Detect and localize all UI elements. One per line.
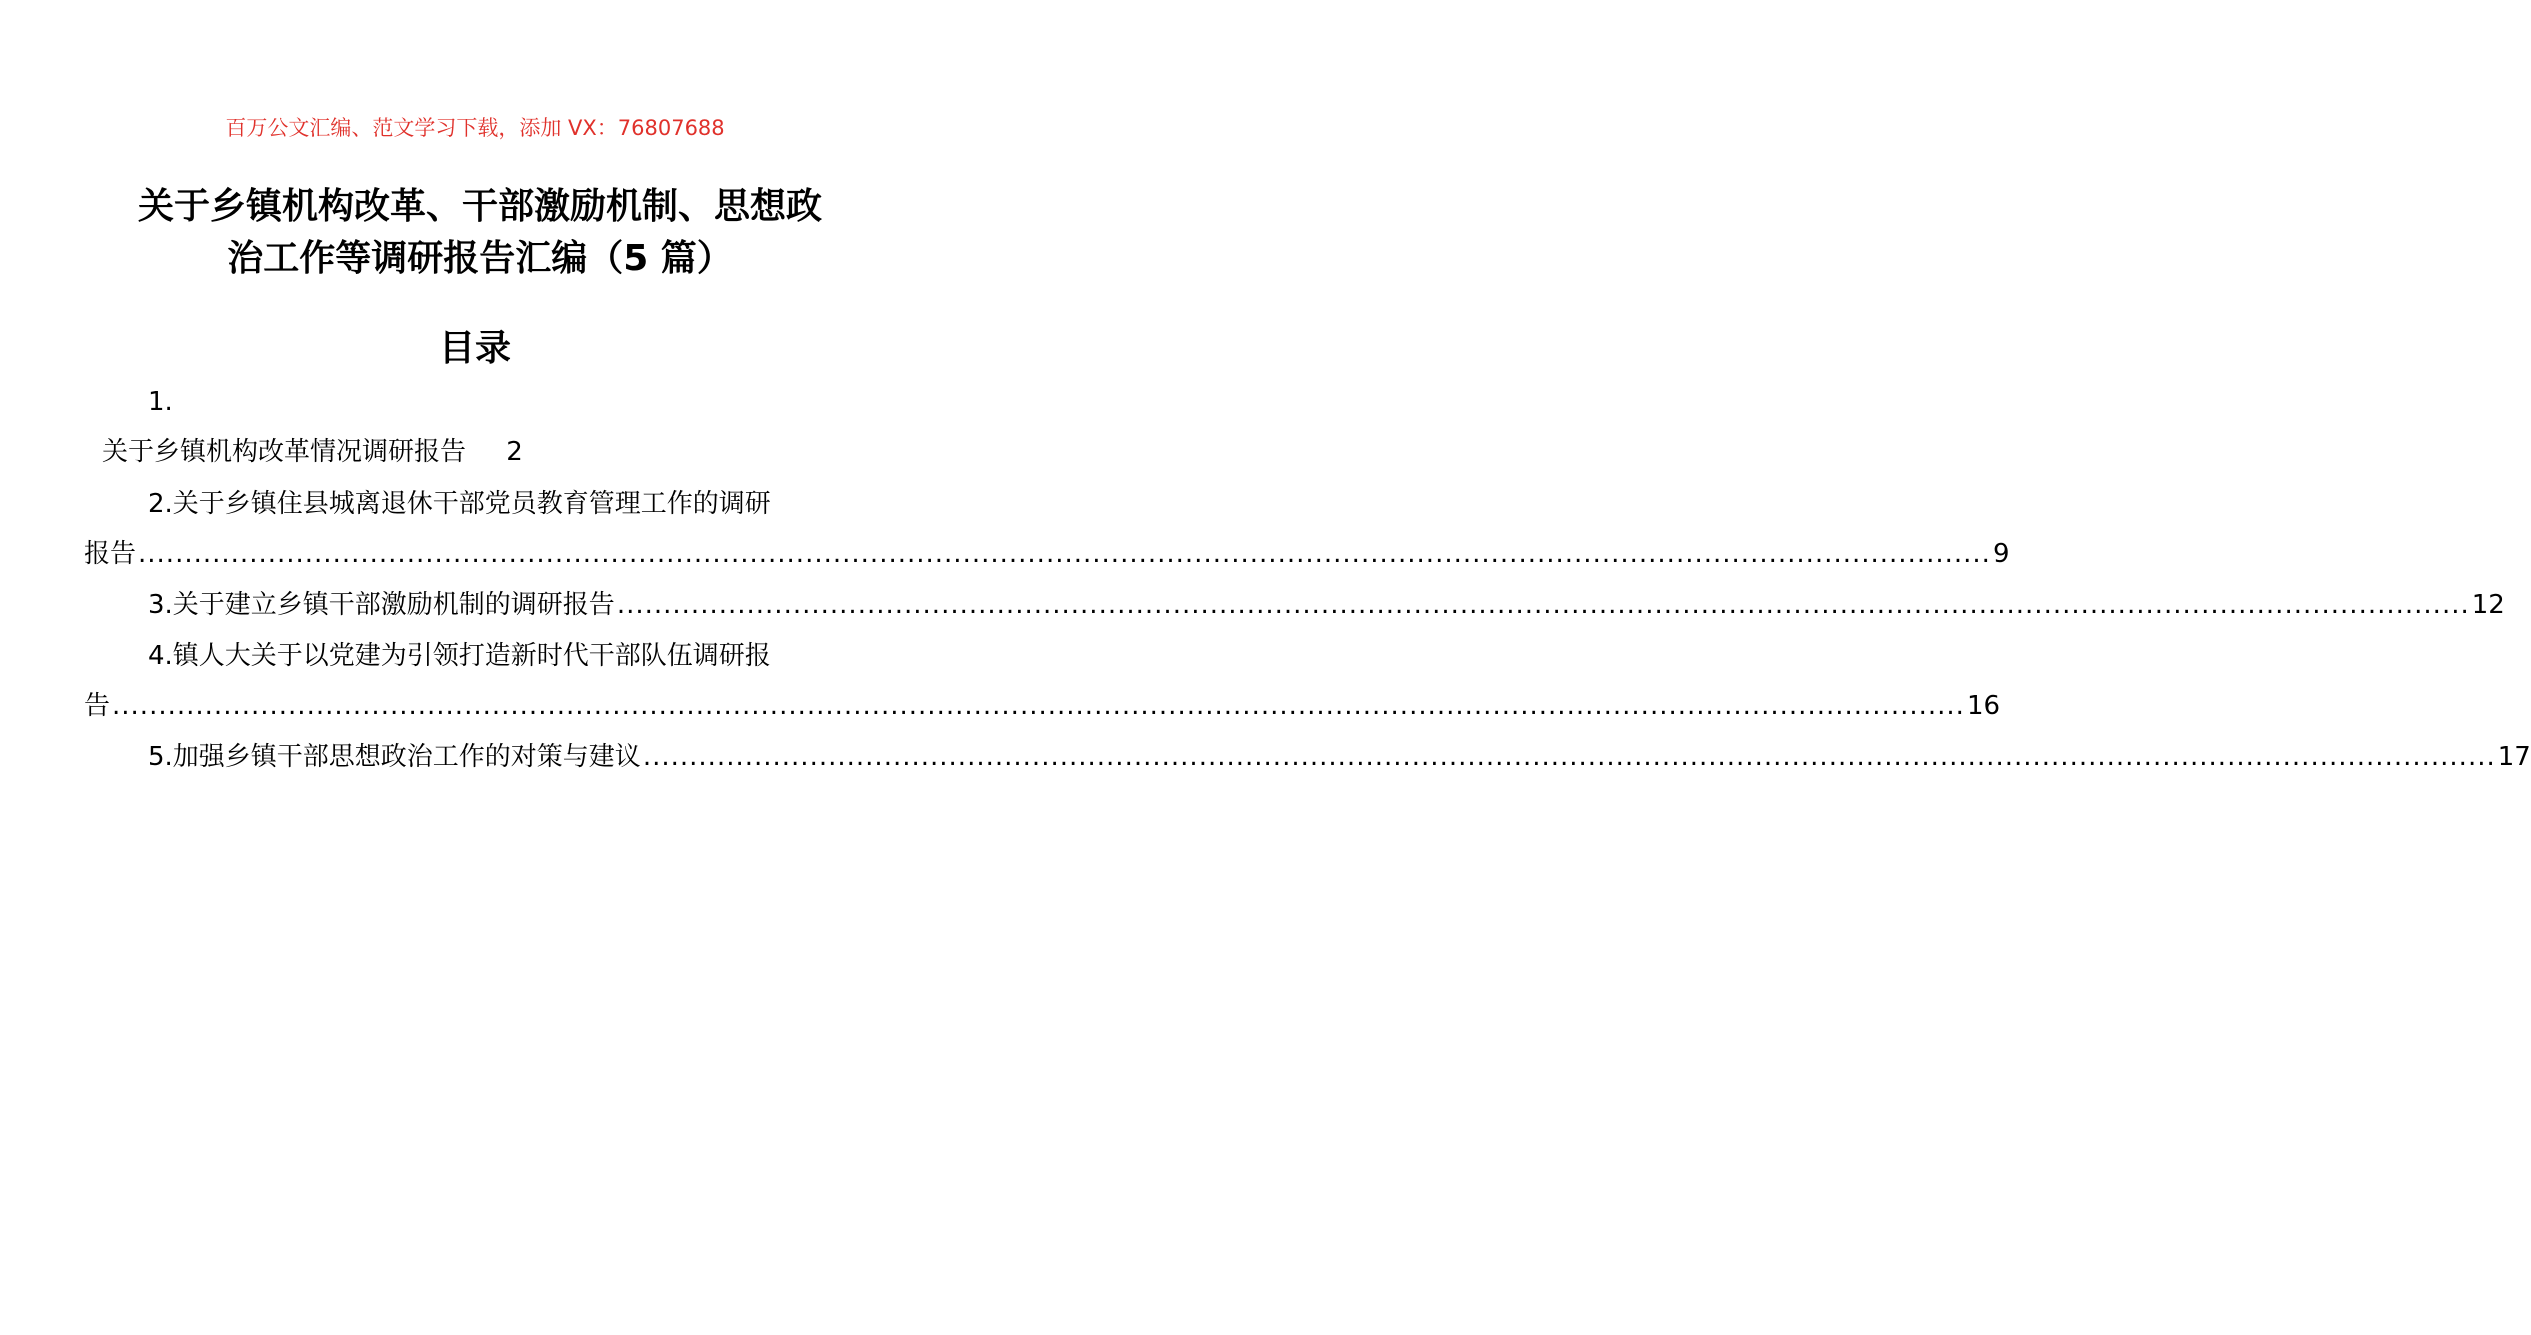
toc-entry-4-text: 告 (84, 691, 111, 721)
toc-entry-3-page: 12 (2471, 590, 2505, 620)
toc-entry-2[interactable] (84, 537, 2010, 571)
toc-entry-5-text: 5.加强乡镇干部思想政治工作的对策与建议 (148, 742, 641, 772)
toc-entry-2-leader: ........................................................................................................................................................................................................ (138, 539, 1991, 569)
toc-entry-4-line-1[interactable]: 4.镇人大关于以党建为引领打造新时代干部队伍调研报 (148, 641, 771, 671)
toc-entry-2-text: 报告 (84, 539, 137, 569)
toc-entry-1[interactable] (102, 435, 888, 469)
toc-entry-5-leader: ........................................................................................................................................................................................................ (642, 742, 2496, 772)
toc-entry-2-page: 9 (1992, 539, 2010, 569)
toc-entry-5[interactable] (84, 740, 2531, 774)
toc-entry-4[interactable] (84, 689, 2001, 723)
toc-heading: 目录 (438, 328, 511, 369)
toc-entry-5-page: 17 (2497, 742, 2531, 772)
toc-entry-3-text: 3.关于建立乡镇干部激励机制的调研报告 (148, 590, 615, 620)
toc-entry-4-page: 16 (1966, 691, 2001, 721)
toc-entry-1-number[interactable]: 1. (148, 387, 173, 417)
toc-entry-1-text: 关于乡镇机构改革情况调研报告 (102, 437, 467, 467)
document-title (95, 181, 865, 285)
title-line-1: 关于乡镇机构改革、干部激励机制、思想政 (137, 186, 822, 227)
toc-entry-2-line-1[interactable]: 2.关于乡镇住县城离退休干部党员教育管理工作的调研 (148, 489, 771, 519)
toc-entry-1-page: 2 (506, 437, 523, 467)
toc-entry-3[interactable] (84, 588, 2505, 622)
toc-entry-4-leader: ........................................................................................................................................................................................................ (112, 691, 1965, 721)
toc-entry-3-leader: ........................................................................................................................................................................................................ (616, 590, 2470, 620)
title-line-2: 治工作等调研报告汇编（5 篇） (227, 238, 733, 279)
download-banner: 百万公文汇编、范文学习下载，添加 VX：76807688 (225, 116, 725, 140)
